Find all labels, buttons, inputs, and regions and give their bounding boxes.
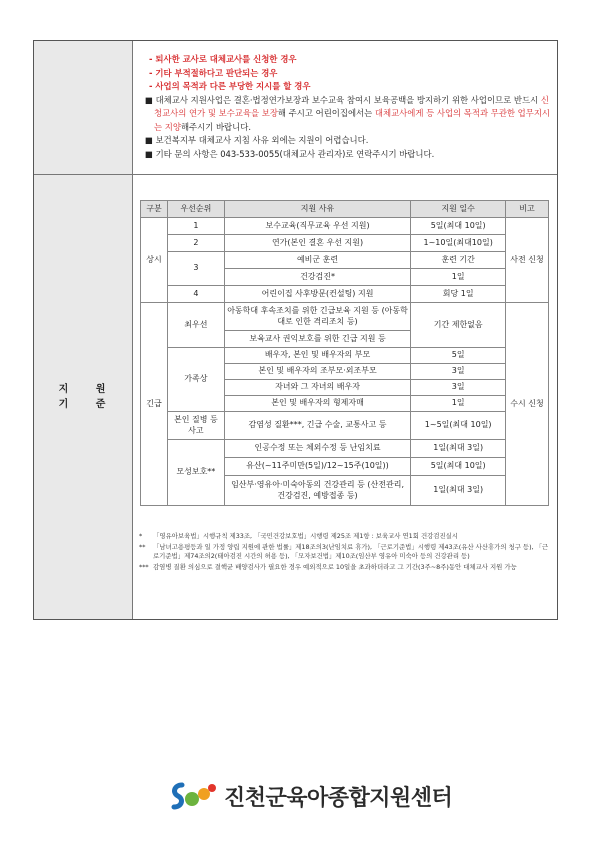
note-1-text-a: ■ 대체교사 지원사업은 결혼·법정연가보장과 보수교육 참여시 보육공백을 방지하기 위한 사업이므로 반드시 bbox=[145, 94, 541, 105]
left-header-cell-top bbox=[34, 41, 133, 175]
days-cell: 1~10일(최대10일) bbox=[411, 235, 506, 252]
priority-mosung: 모성보호** bbox=[167, 440, 224, 506]
header-category: 구분 bbox=[141, 201, 168, 218]
note-1-text-c: 해주시기 바랍니다. bbox=[180, 121, 251, 132]
days-cell: 회당 1일 bbox=[411, 286, 506, 303]
logo-mark-icon bbox=[168, 779, 218, 813]
red-item-3: - 사업의 목적과 다른 부당한 지시를 할 경우 bbox=[149, 81, 311, 91]
days-cell: 1일 bbox=[411, 269, 506, 286]
days-cell: 5일(최대 10일) bbox=[411, 218, 506, 235]
reason-cell: 예비군 훈련 bbox=[224, 252, 411, 269]
days-cell: 1일 bbox=[411, 396, 506, 412]
priority-cell: 4 bbox=[167, 286, 224, 303]
reason-cell: 자녀와 그 자녀의 배우자 bbox=[224, 380, 411, 396]
footnote-text: 「영유아보육법」시행규칙 제33조, 「국민건강보호법」시행령 제25조 제1항 : 보육교사 연1회 건강검진실시 bbox=[153, 532, 458, 540]
days-cell: 기간 제한없음 bbox=[411, 303, 506, 348]
days-cell: 1일(최대 3일) bbox=[411, 476, 506, 506]
criteria-cell bbox=[133, 175, 557, 619]
footnote-mark: ** bbox=[139, 542, 146, 551]
center-logo bbox=[168, 778, 453, 814]
reason-cell: 인공수정 또는 체외수정 등 난임치료 bbox=[224, 440, 411, 458]
footnotes bbox=[139, 532, 551, 573]
reason-cell: 본인 및 배우자의 형제자매 bbox=[224, 396, 411, 412]
reason-cell: 배우자, 본인 및 배우자의 부모 bbox=[224, 348, 411, 364]
priority-cell: 2 bbox=[167, 235, 224, 252]
notes-cell bbox=[133, 41, 557, 175]
footnote-mark: * bbox=[139, 532, 143, 540]
priority-gachoksang: 가족상 bbox=[167, 348, 224, 412]
header-priority: 우선순위 bbox=[167, 201, 224, 218]
reason-cell: 연가(본인 결혼 우선 지원) bbox=[224, 235, 411, 252]
priority-choiuseon: 최우선 bbox=[167, 303, 224, 348]
reason-cell: 본인 및 배우자의 조부모·외조부모 bbox=[224, 364, 411, 380]
days-cell: 5일 bbox=[411, 348, 506, 364]
header-days: 지원 일수 bbox=[411, 201, 506, 218]
days-cell: 3일 bbox=[411, 364, 506, 380]
reason-cell: 건강검진* bbox=[224, 269, 411, 286]
footnote-text: 감염병 질환 의심으로 결핵균 배양검사가 필요한 경우 예외적으로 10일을 초과하더라고 그 기간(3주~8주)동안 대체교사 지원 가능 bbox=[153, 562, 517, 571]
footnote-text: 「남녀고용평등과 일 가정 양립 지원에 관한 법률」제18조의3(난임치료 휴가), 「근로기준법」시행령 제43조(유산 사산휴가의 청구 등), 「근로기준법」제74조의2(태아검진 시간의 허용 등), 「모자보건법」제10조(임산부 영유아 미숙아 등의 건강관리 등) bbox=[153, 542, 549, 561]
left-header-cell-bottom bbox=[34, 175, 133, 619]
reason-cell: 유산(~11주미만(5일)/12~15주(10일)) bbox=[224, 458, 411, 476]
reason-cell: 어린이집 사후방문(컨설팅) 지원 bbox=[224, 286, 411, 303]
priority-sick: 본인 질병 등 사고 bbox=[167, 412, 224, 440]
category-sangsi: 상시 bbox=[141, 218, 168, 303]
note-1 bbox=[145, 94, 555, 135]
reason-cell: 임산부·영유아·미숙아동의 건강관리 등 (산전관리, 건강검진, 예방접종 등) bbox=[224, 476, 411, 506]
note-gingeup: 수시 신청 bbox=[506, 303, 549, 506]
red-item-1: - 퇴사한 교사로 대체교사를 신청한 경우 bbox=[149, 54, 297, 64]
note-1-red-a: 신청교사의 연가 및 보수교육을 보장 bbox=[154, 94, 549, 118]
section-label: 지 원 기 준 bbox=[58, 384, 118, 410]
reason-cell: 보육교사 권익보호를 위한 긴급 지원 등 bbox=[224, 331, 411, 348]
category-gingeup: 긴급 bbox=[141, 303, 168, 506]
reason-cell: 보수교육(직무교육 우선 지원) bbox=[224, 218, 411, 235]
note-2: ■ 보건복지부 대체교사 지침 사유 외에는 지원이 어렵습니다. bbox=[145, 135, 369, 145]
footnote-mark: *** bbox=[139, 562, 149, 571]
header-note: 비고 bbox=[506, 201, 549, 218]
days-cell: 1~5일(최대 10일) bbox=[411, 412, 506, 440]
reason-cell: 아동학대 후속조치를 위한 긴급보육 지원 등 (아동학대로 인한 격리조치 등) bbox=[224, 303, 411, 331]
footnote-3 bbox=[139, 563, 551, 573]
footnote-2 bbox=[139, 543, 551, 562]
header-reason: 지원 사유 bbox=[224, 201, 411, 218]
reason-cell: 감염성 질환***, 긴급 수술, 교통사고 등 bbox=[224, 412, 411, 440]
days-cell: 3일 bbox=[411, 380, 506, 396]
note-1-red-b: 대체교사에게 등 사업의 목적과 무관한 업무지시는 지양 bbox=[154, 108, 551, 132]
note-3: ■ 기타 문의 사항은 043-533-0055(대체교사 관리자)로 연락주시기 바랍니다. bbox=[145, 148, 435, 159]
red-item-2: - 기타 부적절하다고 판단되는 경우 bbox=[149, 67, 278, 78]
days-cell: 5일(최대 10일) bbox=[411, 458, 506, 476]
days-cell: 1일(최대 3일) bbox=[411, 440, 506, 458]
footnote-1 bbox=[139, 532, 551, 542]
priority-cell: 3 bbox=[167, 252, 224, 286]
days-cell: 훈련 기간 bbox=[411, 252, 506, 269]
document-frame bbox=[33, 40, 558, 620]
note-1-text-b: 해 주시고 어린이집에서는 bbox=[277, 108, 375, 118]
priority-cell: 1 bbox=[167, 218, 224, 235]
logo-text: 진천군육아종합지원센터 bbox=[224, 785, 453, 811]
note-sangsi: 사전 신청 bbox=[506, 218, 549, 303]
notes-block bbox=[145, 53, 555, 161]
support-table bbox=[140, 200, 549, 506]
